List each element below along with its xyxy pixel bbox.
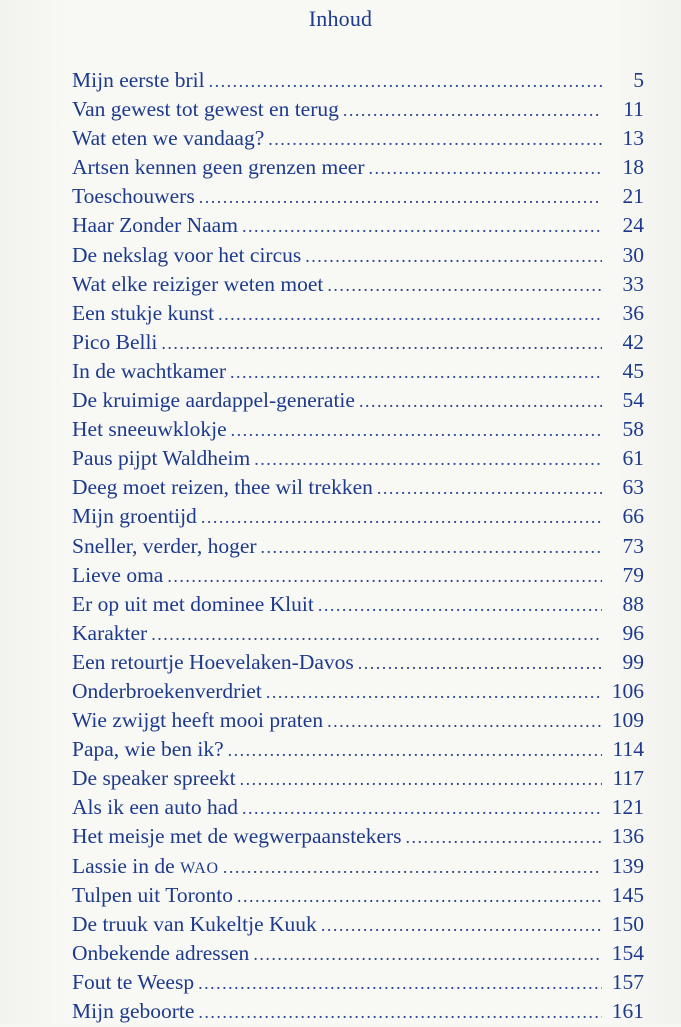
toc-entry-title: Er op uit met dominee Kluit (72, 591, 314, 616)
toc-entry (72, 473, 644, 502)
toc-entry (72, 822, 644, 851)
toc-entry-page: 109 (611, 708, 644, 733)
toc-entry-page: 18 (622, 155, 644, 180)
toc-entry (72, 270, 644, 299)
toc-entry (72, 182, 644, 211)
toc-entry-page: 61 (622, 446, 644, 471)
toc-entry (72, 124, 644, 153)
toc-entry-title: Toeschouwers (72, 184, 195, 209)
toc-leader-dots (266, 678, 602, 707)
toc-entry (72, 735, 644, 764)
toc-leader-dots (240, 765, 602, 794)
toc-entry (72, 299, 644, 328)
toc-entry (72, 415, 644, 444)
toc-entry-title: Sneller, verder, hoger (72, 533, 257, 558)
toc-entry (72, 997, 644, 1026)
toc-entry-title: Wat eten we vandaag? (72, 126, 265, 151)
toc-entry-page: 150 (611, 911, 644, 936)
toc-entry-title: Mijn groentijd (72, 504, 197, 529)
toc-entry-page: 96 (622, 620, 644, 645)
toc-entry (72, 328, 644, 357)
toc-entry (72, 619, 644, 648)
toc-leader-dots (198, 969, 602, 998)
toc-entry (72, 357, 644, 386)
toc-leader-dots (199, 183, 602, 212)
toc-entry (72, 793, 644, 822)
toc-leader-dots (268, 125, 602, 154)
toc-entry-title: De speaker spreekt (72, 766, 236, 791)
toc-entry-page: 161 (611, 999, 644, 1023)
toc-entry (72, 502, 644, 531)
toc-entry-title: De kruimige aardappel-generatie (72, 388, 355, 413)
toc-entry-page: 121 (611, 795, 644, 820)
toc-entry (72, 764, 644, 793)
toc-leader-dots (261, 533, 602, 562)
toc-entry (72, 532, 644, 561)
toc-entry-title: Artsen kennen geen grenzen meer (72, 155, 365, 180)
page-title: Inhoud (308, 6, 373, 31)
toc-entry (72, 241, 644, 270)
toc-leader-dots (358, 649, 602, 678)
toc-entry-page: 13 (622, 126, 644, 151)
toc-entry (72, 968, 644, 997)
toc-leader-dots (406, 823, 602, 852)
toc-leader-dots (231, 416, 602, 445)
toc-entry (72, 66, 644, 95)
toc-entry-title: Een stukje kunst (72, 300, 215, 325)
toc-entry-title: De nekslag voor het circus (72, 242, 302, 267)
toc-entry-title: Karakter (72, 620, 148, 645)
toc-entry-title: Een retourtje Hoevelaken-Davos (72, 649, 354, 674)
toc-leader-dots (327, 707, 602, 736)
toc-entry-page: 114 (612, 737, 644, 762)
toc-entry (72, 590, 644, 619)
toc-entry-page: 145 (611, 882, 644, 907)
toc-entry-title: Mijn eerste bril (72, 68, 205, 92)
toc-leader-dots (254, 445, 602, 474)
toc-entry (72, 677, 644, 706)
toc-entry-page: 42 (622, 329, 644, 354)
toc-leader-dots (359, 387, 602, 416)
toc-entry-title: Wat elke reiziger weten moet (72, 271, 324, 296)
toc-entry (72, 211, 644, 240)
toc-entry (72, 386, 644, 415)
toc-leader-dots (327, 271, 602, 300)
toc-entry-title: Fout te Weesp (72, 969, 195, 994)
toc-entry (72, 881, 644, 910)
toc-entry (72, 95, 644, 124)
table-of-contents (72, 66, 644, 1026)
toc-entry-title: Van gewest tot gewest en terug (72, 97, 339, 122)
toc-leader-dots (343, 96, 602, 125)
toc-entry-page: 54 (622, 388, 644, 413)
toc-leader-dots (321, 911, 602, 940)
toc-entry-title: Paus pijpt Waldheim (72, 446, 251, 471)
toc-entry-page: 58 (622, 417, 644, 442)
toc-entry (72, 910, 644, 939)
toc-entry-page: 154 (611, 940, 644, 965)
toc-entry-page: 117 (612, 766, 644, 791)
toc-entry (72, 561, 644, 590)
toc-entry-title: Wie zwijgt heeft mooi praten (72, 708, 324, 733)
toc-entry-title: Het sneeuwklokje (72, 417, 227, 442)
toc-leader-dots (253, 940, 602, 969)
toc-entry-page: 63 (622, 475, 644, 500)
toc-entry-title: Pico Belli (72, 329, 158, 354)
toc-entry (72, 939, 644, 968)
toc-entry-page: 79 (622, 562, 644, 587)
toc-leader-dots (242, 212, 602, 241)
toc-leader-dots (369, 154, 603, 183)
toc-entry-title: Deeg moet reizen, thee wil trekken (72, 475, 373, 500)
toc-leader-dots (242, 794, 602, 823)
toc-entry-page: 45 (622, 358, 644, 383)
toc-leader-dots (230, 358, 602, 387)
toc-leader-dots (167, 562, 602, 591)
toc-entry-page: 139 (611, 853, 644, 878)
toc-leader-dots (218, 300, 602, 329)
toc-leader-dots (151, 620, 602, 649)
toc-entry (72, 706, 644, 735)
toc-entry-page: 136 (611, 824, 644, 849)
toc-entry-page: 21 (622, 184, 644, 209)
toc-leader-dots (228, 736, 602, 765)
toc-entry-title: Papa, wie ben ik? (72, 737, 224, 762)
toc-entry-page: 24 (622, 213, 644, 238)
toc-entry-title: Lassie in de WAO (72, 853, 219, 878)
toc-entry (72, 444, 644, 473)
toc-entry-page: 99 (622, 649, 644, 674)
toc-entry-page: 11 (623, 97, 644, 122)
toc-entry-title: Het meisje met de wegwerpaanstekers (72, 824, 402, 849)
toc-leader-dots (305, 242, 602, 271)
toc-leader-dots (198, 998, 602, 1027)
toc-leader-dots (161, 329, 602, 358)
toc-entry-title: Tulpen uit Toronto (72, 882, 233, 907)
toc-entry-page: 5 (633, 68, 644, 92)
toc-leader-dots (318, 591, 602, 620)
toc-entry-title: Onderbroekenverdriet (72, 678, 262, 703)
toc-leader-dots (209, 67, 602, 96)
toc-leader-dots (377, 474, 602, 503)
toc-entry-title: Haar Zonder Naam (72, 213, 238, 238)
small-caps-abbrev: WAO (180, 859, 219, 877)
toc-entry-title: Onbekende adressen (72, 940, 250, 965)
toc-entry-page: 30 (622, 242, 644, 267)
toc-entry-title: Lieve oma (72, 562, 164, 587)
toc-entry-page: 88 (622, 591, 644, 616)
toc-entry-page: 66 (622, 504, 644, 529)
toc-leader-dots (237, 882, 602, 911)
toc-leader-dots (223, 853, 602, 882)
toc-entry-page: 73 (622, 533, 644, 558)
toc-entry (72, 648, 644, 677)
toc-leader-dots (201, 503, 602, 532)
toc-entry-page: 106 (611, 678, 644, 703)
toc-entry-page: 33 (622, 271, 644, 296)
toc-entry-title: In de wachtkamer (72, 358, 227, 383)
toc-entry (72, 153, 644, 182)
toc-entry-page: 157 (611, 969, 644, 994)
toc-entry-title: De truuk van Kukeltje Kuuk (72, 911, 317, 936)
toc-entry (72, 852, 644, 881)
toc-entry-page: 36 (622, 300, 644, 325)
toc-entry-title: Als ik een auto had (72, 795, 238, 820)
toc-entry-title: Mijn geboorte (72, 999, 195, 1023)
